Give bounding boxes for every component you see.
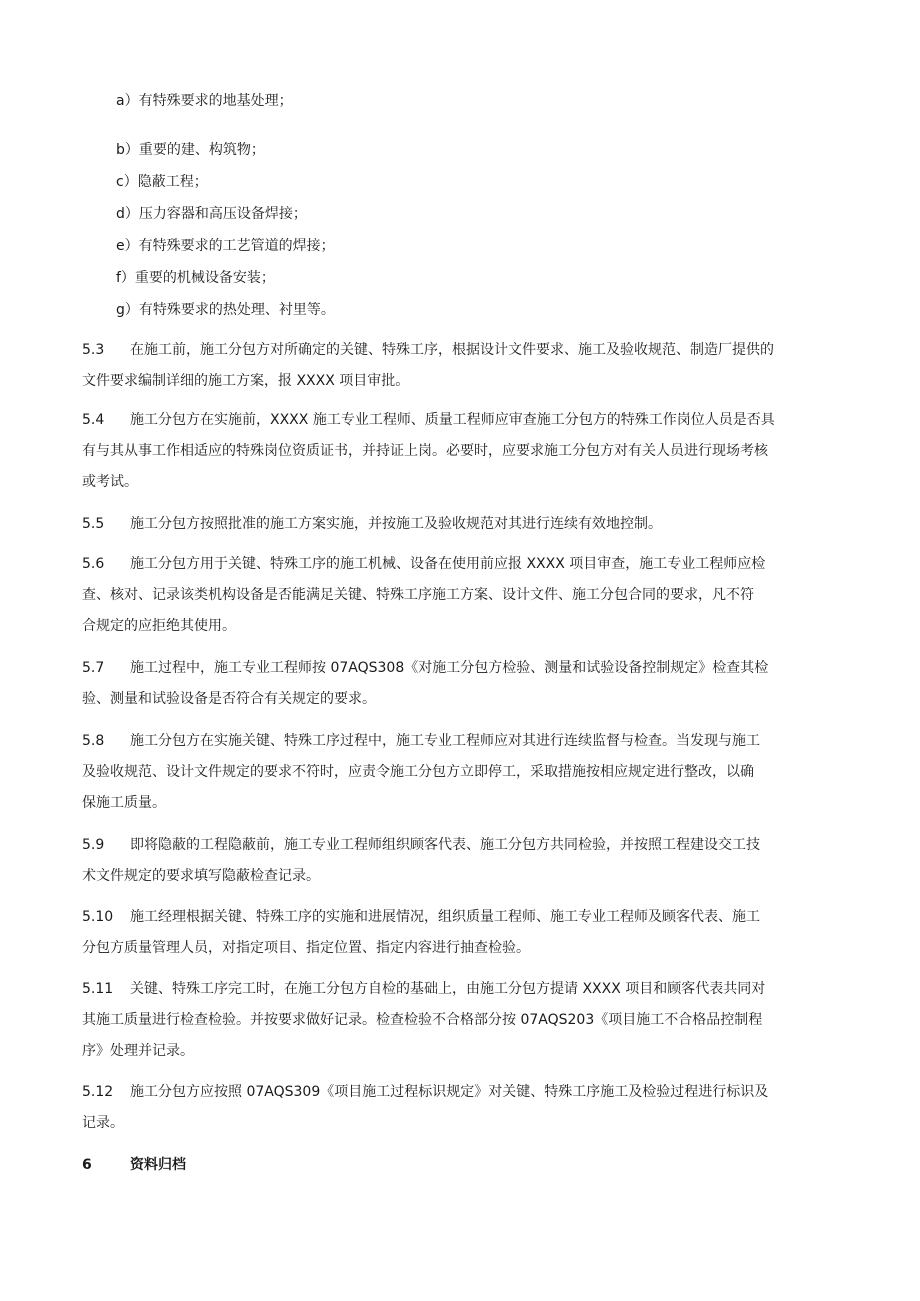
clause-line bbox=[82, 1009, 838, 1031]
clause-line bbox=[82, 978, 838, 1000]
clause-line bbox=[82, 688, 838, 710]
clause-number: 5.8 bbox=[82, 733, 105, 749]
section-title: 资料归档 bbox=[130, 1157, 186, 1173]
clause-line bbox=[82, 730, 838, 752]
clause-line bbox=[82, 440, 838, 462]
clause-text: 记录。 bbox=[82, 1115, 124, 1131]
section-heading bbox=[82, 1154, 186, 1176]
clause-text: 施工分包方用于关键、特殊工序的施工机械、设备在使用前应报 XXXX 项目审查，施工专业工程师应检 bbox=[130, 556, 766, 572]
clause-number: 5.5 bbox=[82, 516, 105, 532]
clause-text: 或考试。 bbox=[82, 474, 138, 490]
clause-text: 施工分包方按照批准的施工方案实施，并按施工及验收规范对其进行连续有效地控制。 bbox=[130, 516, 662, 532]
list-item-a: a）有特殊要求的地基处理； bbox=[116, 93, 293, 109]
clause-text: 合规定的应拒绝其使用。 bbox=[82, 618, 236, 634]
clause-text: 分包方质量管理人员，对指定项目、指定位置、指定内容进行抽查检验。 bbox=[82, 940, 530, 956]
clause-line bbox=[82, 937, 838, 959]
clause-5-4 bbox=[82, 409, 838, 493]
clause-text: 施工分包方在实施关键、特殊工序过程中，施工专业工程师应对其进行连续监督与检查。当发现与施工 bbox=[130, 733, 760, 749]
clause-text: 保施工质量。 bbox=[82, 795, 166, 811]
clause-text: 术文件规定的要求填写隐蔽检查记录。 bbox=[82, 868, 320, 884]
clause-text: 施工分包方在实施前，XXXX 施工专业工程师、质量工程师应审查施工分包方的特殊工作岗位人员是否具 bbox=[130, 412, 775, 428]
clause-line bbox=[82, 1112, 838, 1134]
clause-line bbox=[82, 761, 838, 783]
clause-5-9 bbox=[82, 834, 838, 887]
clause-line bbox=[82, 513, 838, 535]
clause-line bbox=[82, 792, 838, 814]
list-item-g: g）有特殊要求的热处理、衬里等。 bbox=[116, 302, 335, 318]
list-item-d: d）压力容器和高压设备焊接； bbox=[116, 206, 307, 222]
clause-line bbox=[82, 409, 838, 431]
clause-line bbox=[82, 471, 838, 493]
clause-line bbox=[82, 834, 838, 856]
clause-text: 有与其从事工作相适应的特殊岗位资质证书，并持证上岗。必要时，应要求施工分包方对有关人员进行现场考核 bbox=[82, 443, 768, 459]
clause-line bbox=[82, 906, 838, 928]
clause-text: 序》处理并记录。 bbox=[82, 1043, 194, 1059]
clause-line bbox=[82, 615, 838, 637]
clause-text: 及验收规范、设计文件规定的要求不符时，应责令施工分包方立即停工，采取措施按相应规定进行整改，以确 bbox=[82, 764, 754, 780]
clause-line bbox=[82, 657, 838, 679]
clause-text: 施工分包方应按照 07AQS309《项目施工过程标识规定》对关键、特殊工序施工及检验过程进行标识及 bbox=[130, 1084, 769, 1100]
clause-5-6 bbox=[82, 553, 838, 637]
clause-line bbox=[82, 1040, 838, 1062]
clause-text: 其施工质量进行检查检验。并按要求做好记录。检查检验不合格部分按 07AQS203《项目施工不合格品控制程 bbox=[82, 1012, 763, 1028]
list-item-c: c）隐蔽工程； bbox=[116, 174, 208, 190]
clause-text: 关键、特殊工序完工时，在施工分包方自检的基础上，由施工分包方提请 XXXX 项目和顾客代表共同对 bbox=[130, 981, 766, 997]
clause-5-12 bbox=[82, 1081, 838, 1134]
clause-number: 5.9 bbox=[82, 837, 105, 853]
clause-number: 5.11 bbox=[82, 981, 114, 997]
clause-text: 施工过程中，施工专业工程师按 07AQS308《对施工分包方检验、测量和试验设备控制规定》检查其检 bbox=[130, 660, 769, 676]
clause-text: 即将隐蔽的工程隐蔽前，施工专业工程师组织顾客代表、施工分包方共同检验，并按照工程建设交工技 bbox=[130, 837, 760, 853]
list-item-e: e）有特殊要求的工艺管道的焊接； bbox=[116, 238, 335, 254]
clause-5-7 bbox=[82, 657, 838, 710]
clause-5-3 bbox=[82, 339, 838, 392]
clause-number: 5.12 bbox=[82, 1084, 114, 1100]
clause-line bbox=[82, 865, 838, 887]
clause-number: 5.10 bbox=[82, 909, 114, 925]
list-item-f: f）重要的机械设备安装； bbox=[116, 270, 275, 286]
clause-number: 5.3 bbox=[82, 342, 105, 358]
clause-text: 查、核对、记录该类机构设备是否能满足关键、特殊工序施工方案、设计文件、施工分包合同的要求，凡不符 bbox=[82, 587, 754, 603]
clause-line bbox=[82, 553, 838, 575]
clause-number: 5.4 bbox=[82, 412, 105, 428]
clause-line bbox=[82, 339, 838, 361]
clause-number: 5.6 bbox=[82, 556, 105, 572]
clause-5-10 bbox=[82, 906, 838, 959]
clause-5-8 bbox=[82, 730, 838, 814]
clause-number: 5.7 bbox=[82, 660, 105, 676]
clause-line bbox=[82, 370, 838, 392]
clause-line bbox=[82, 584, 838, 606]
section-number: 6 bbox=[82, 1157, 92, 1173]
clause-line bbox=[82, 1081, 838, 1103]
clause-5-5 bbox=[82, 513, 838, 535]
clause-text: 文件要求编制详细的施工方案，报 XXXX 项目审批。 bbox=[82, 373, 410, 389]
clause-5-11 bbox=[82, 978, 838, 1062]
clause-text: 在施工前，施工分包方对所确定的关键、特殊工序，根据设计文件要求、施工及验收规范、制造厂提供的 bbox=[130, 342, 774, 358]
list-item-b: b）重要的建、构筑物； bbox=[116, 142, 265, 158]
clause-text: 施工经理根据关键、特殊工序的实施和进展情况，组织质量工程师、施工专业工程师及顾客代表、施工 bbox=[130, 909, 760, 925]
clause-text: 验、测量和试验设备是否符合有关规定的要求。 bbox=[82, 691, 376, 707]
